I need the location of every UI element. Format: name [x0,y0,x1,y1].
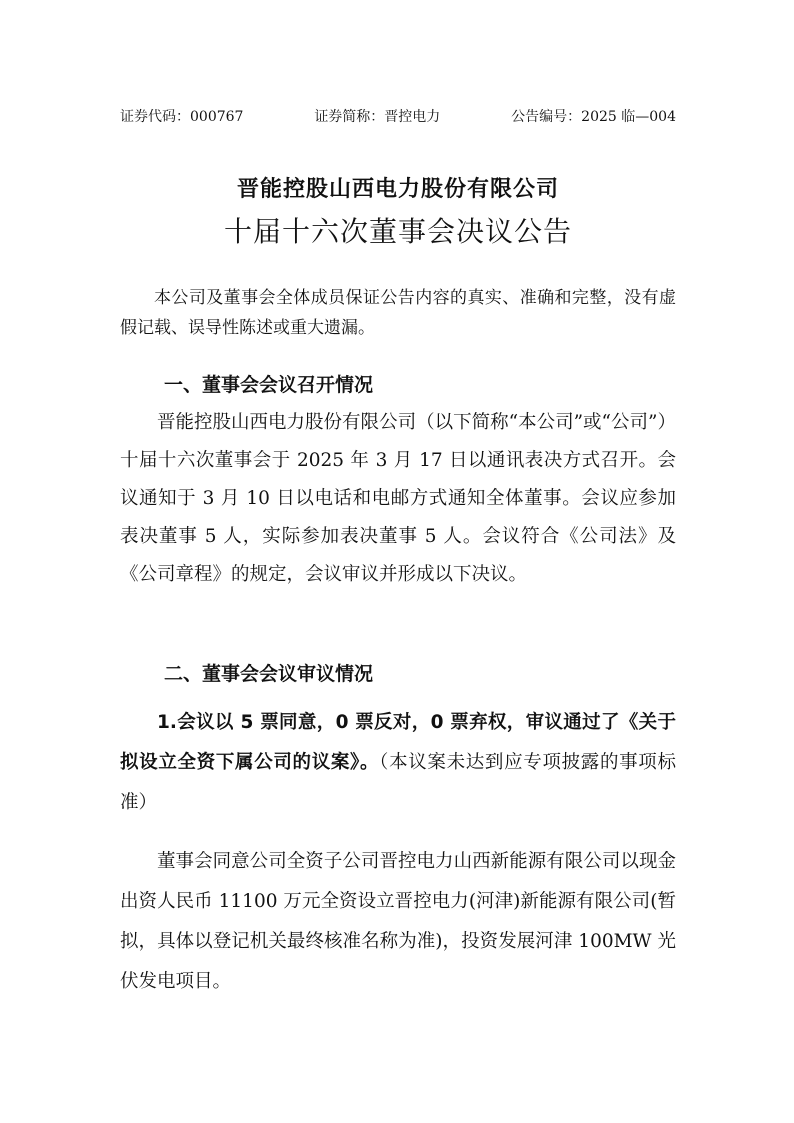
section1-heading: 一、董事会会议召开情况 [164,374,374,396]
document-header [120,106,676,126]
section1-body: 晋能控股山西电力股份有限公司（以下简称“本公司”或“公司”）十届十六次董事会于 2025 年 3 月 17 日以通讯表决方式召开。会议通知于 3 月 10 日以电话和电邮方式通知全体董事。会议应参加表决董事 5 人，实际参加表决董事 5 人。会议符合《公司法》及《公司章程》的规定，会议审议并形成以下决议。 [120,412,676,585]
resolution-item-1-title: 1.会议以 5 票同意，0 票反对，0 票弃权，审议通过了《关于拟设立全资下属公司的议案》。 [120,712,676,773]
stock-name: 证券简称：晋控电力 [314,109,441,125]
section2-heading: 二、董事会会议审议情况 [164,663,374,685]
stock-code: 证券代码：000767 [120,109,244,125]
intro-statement: 本公司及董事会全体成员保证公告内容的真实、准确和完整，没有虚假记载、误导性陈述或重大遗漏。 [120,288,676,338]
resolution-item-1 [120,703,676,823]
document-title: 十届十六次董事会决议公告 [223,215,572,248]
notice-number: 公告编号：2025 临—004 [511,109,676,125]
resolution-item-1-note: （本议案未达到应专项披露的事项标准） [120,752,676,813]
company-title: 晋能控股山西电力股份有限公司 [236,177,559,202]
resolution-item-1-body: 董事会同意公司全资子公司晋控电力山西新能源有限公司以现金出资人民币 11100 万元全资设立晋控电力(河津)新能源有限公司(暂拟，具体以登记机关最终核准名称为准)，投资发展河津 100MW 光伏发电项目。 [120,851,676,992]
